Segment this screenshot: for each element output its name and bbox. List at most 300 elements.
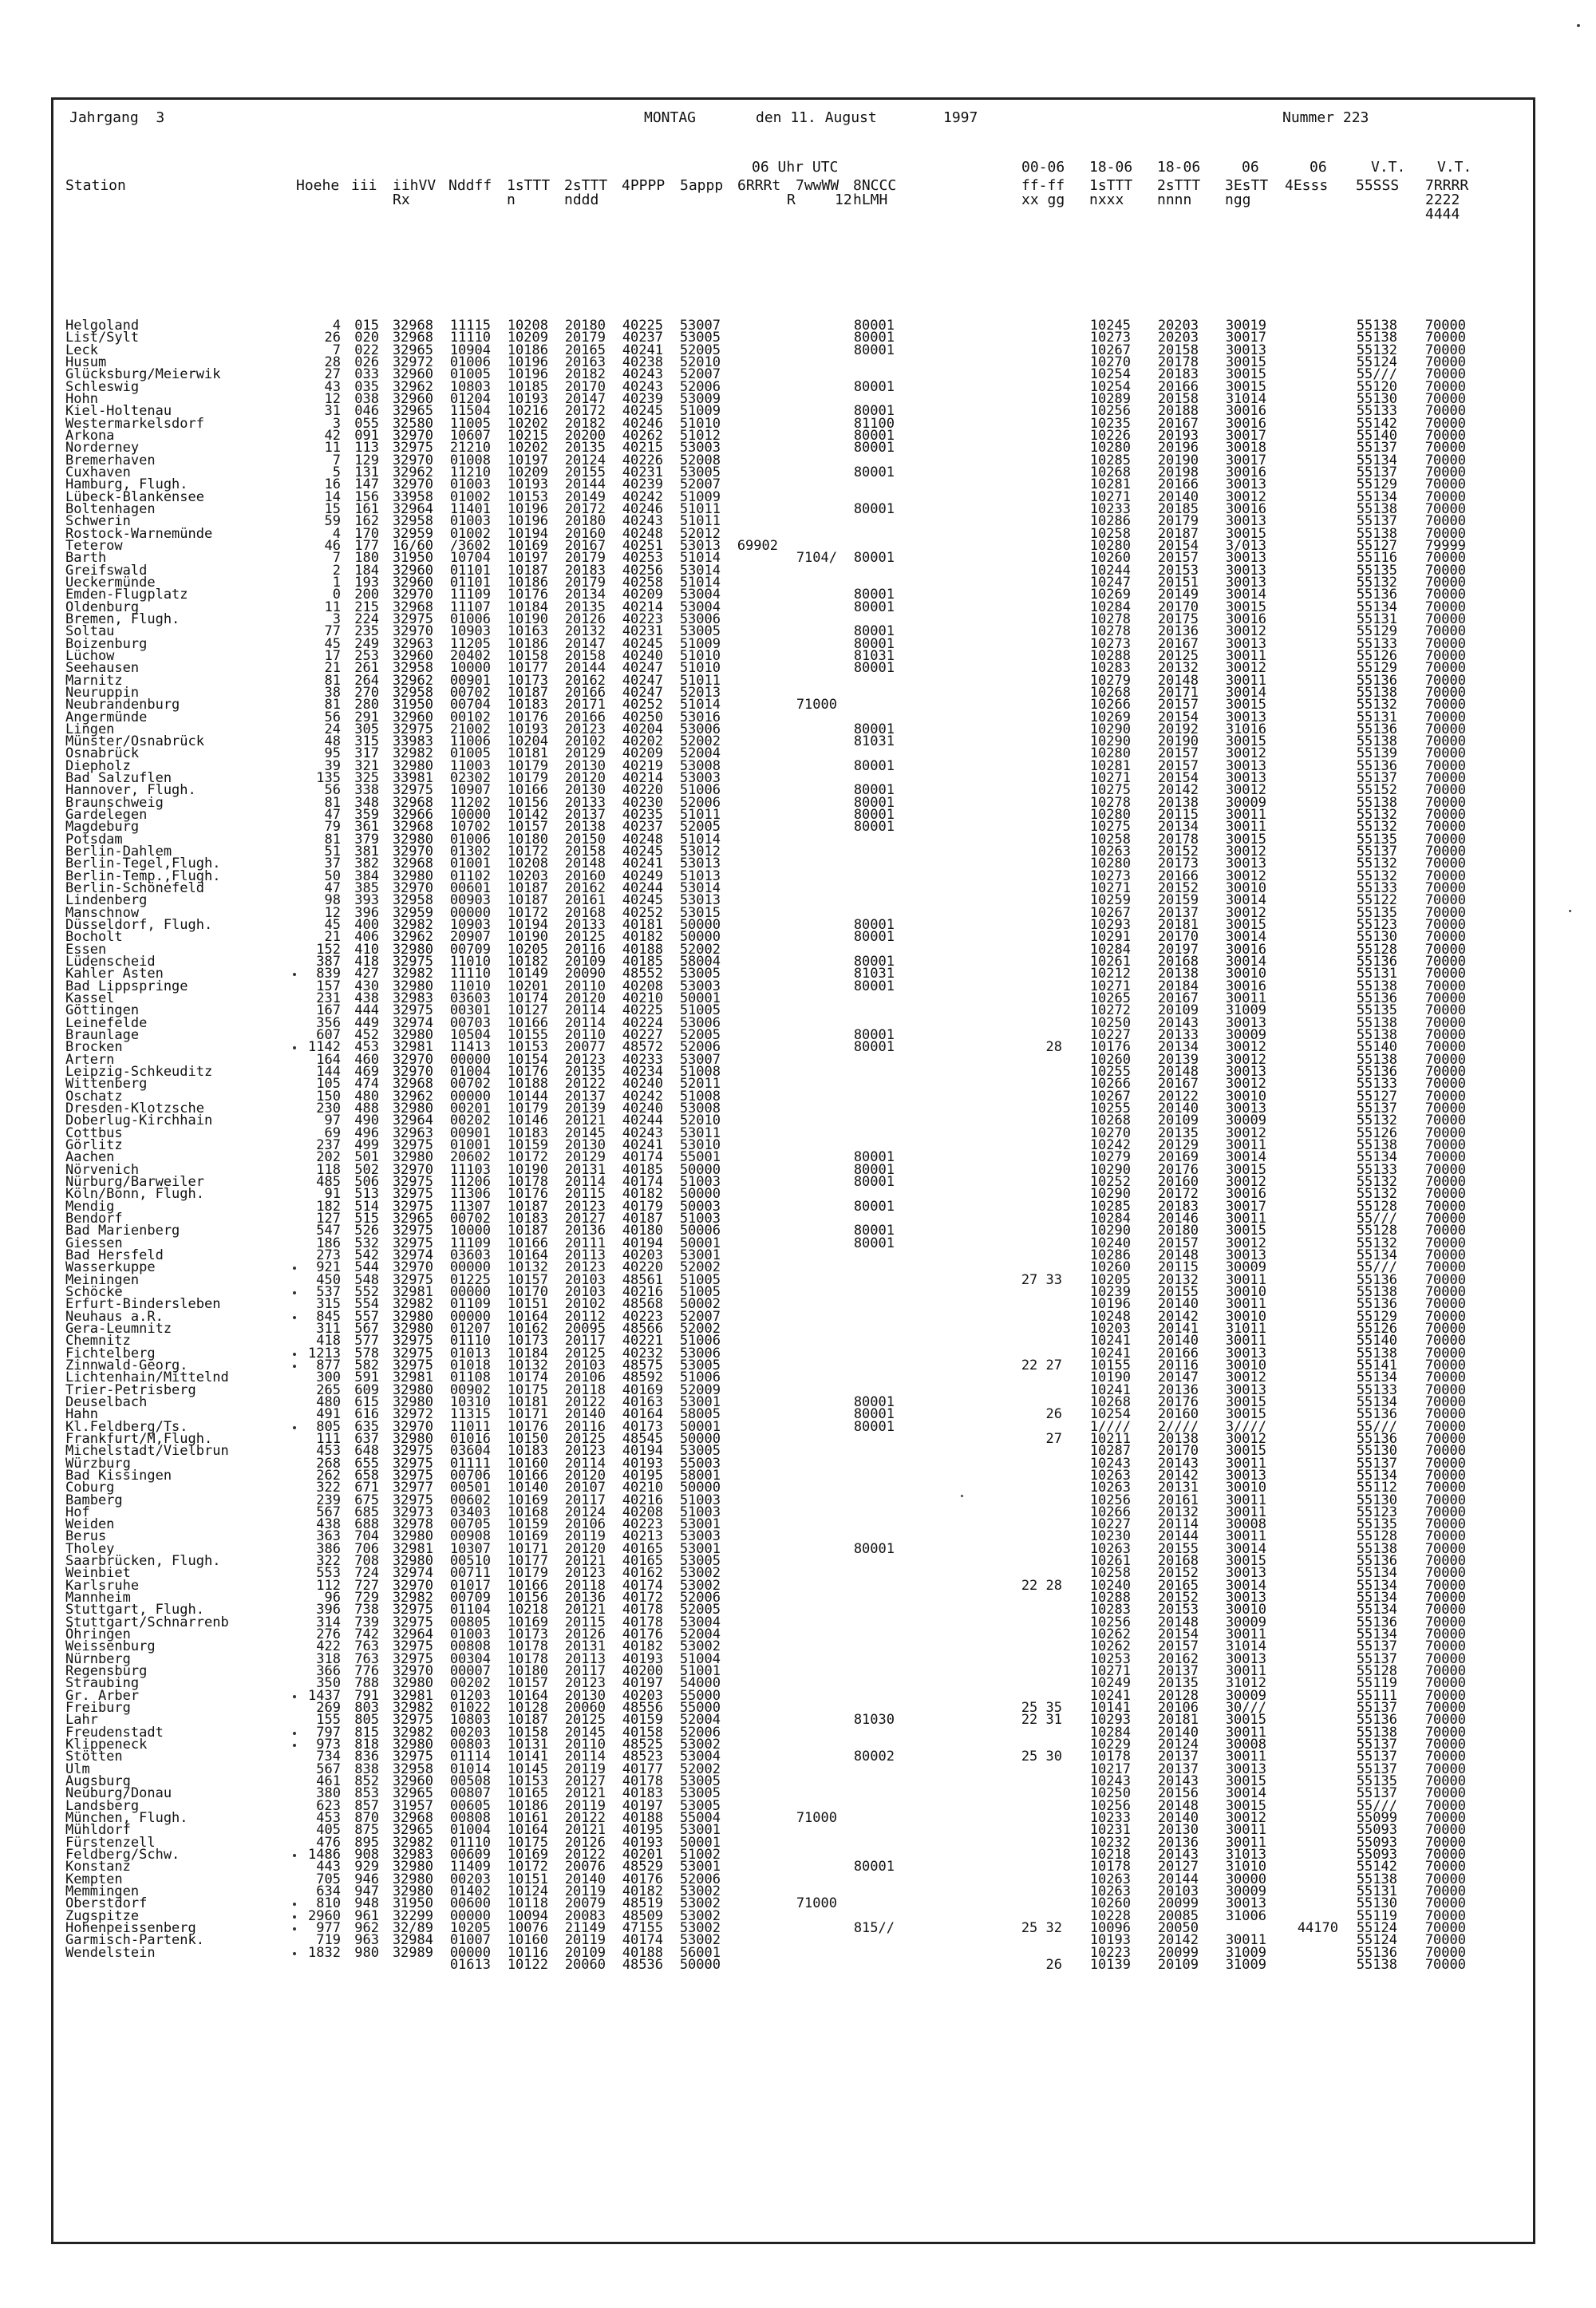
cell-2sttt: 20123 — [565, 1678, 606, 1690]
cell-nddff: 01006 — [450, 614, 491, 626]
cell-1sttt: 10168 — [508, 1507, 548, 1519]
cell-1sttt: 10164 — [508, 1250, 548, 1262]
table-row — [53, 773, 1538, 784]
cell-iihvv: 32980 — [393, 1323, 433, 1335]
cell-max-temp: 10281 — [1090, 761, 1131, 773]
cell-4pppp: 40214 — [622, 602, 663, 614]
cell-7rrrr: 70000 — [1425, 1115, 1466, 1127]
cell-hoehe: 42 — [325, 430, 341, 442]
table-row — [53, 540, 1538, 552]
cell-3estt: 30012 — [1226, 662, 1266, 674]
cell-4pppp: 40252 — [622, 699, 663, 711]
cell-1sttt: 10174 — [508, 993, 548, 1005]
cell-5appp: 51013 — [680, 871, 721, 883]
cell-iii: 980 — [354, 1947, 379, 1959]
cell-min-temp: 20129 — [1158, 1140, 1199, 1152]
cell-5appp: 50003 — [680, 1201, 721, 1213]
cell-4pppp: 40182 — [622, 1886, 663, 1898]
cell-station: Bad Lippspringe — [65, 981, 188, 993]
cell-4pppp: 40215 — [622, 442, 663, 454]
cell-5appp: 51008 — [680, 1066, 721, 1078]
cell-3estt: 30009 — [1226, 1886, 1266, 1898]
cell-3estt: 30014 — [1226, 956, 1266, 968]
cell-7rrrr: 70000 — [1425, 638, 1466, 650]
cell-55sss: 55134 — [1357, 1592, 1397, 1604]
cell-2sttt: 20150 — [565, 834, 606, 846]
cell-4pppp: 40178 — [622, 1604, 663, 1616]
cell-iii: 554 — [354, 1298, 379, 1310]
cell-3estt: 30011 — [1226, 1495, 1266, 1507]
cell-station: Arkona — [65, 430, 114, 442]
cell-4pppp: 40162 — [622, 1567, 663, 1579]
cell-1sttt: 10180 — [508, 1666, 548, 1678]
cell-4pppp: 40163 — [622, 1397, 663, 1409]
cell-station: Lahr — [65, 1714, 98, 1726]
cell-2sttt: 20149 — [565, 492, 606, 504]
cell-3estt: 30015 — [1226, 1714, 1266, 1726]
cell-hoehe: 79 — [325, 821, 341, 833]
mountain-station-marker — [293, 1426, 296, 1429]
cell-3estt: 30013 — [1226, 1385, 1266, 1397]
cell-8nccc: 80001 — [854, 821, 895, 833]
cell-2sttt: 20166 — [565, 687, 606, 699]
cell-ff: 26 — [1046, 1409, 1062, 1421]
cell-4pppp: 40225 — [622, 1005, 663, 1017]
cell-nddff: 11413 — [450, 1041, 491, 1053]
cell-5appp: 53002 — [680, 1739, 721, 1751]
cell-3estt: 30013 — [1226, 552, 1266, 564]
cell-7rrrr: 70000 — [1425, 1629, 1466, 1641]
cell-station: Brocken — [65, 1041, 123, 1053]
cell-hoehe: 1 — [333, 577, 341, 589]
cell-nddff: 00908 — [450, 1531, 491, 1543]
cell-55sss: 55128 — [1357, 944, 1397, 956]
cell-iihvv: 32958 — [393, 516, 433, 528]
cell-5appp: 52007 — [680, 1311, 721, 1323]
cell-max-temp: 10263 — [1090, 1470, 1131, 1482]
cell-55sss: 55134 — [1357, 1152, 1397, 1164]
cell-5appp: 51014 — [680, 577, 721, 589]
cell-55sss: 55138 — [1357, 1140, 1397, 1152]
table-row — [53, 528, 1538, 540]
cell-7rrrr: 70000 — [1425, 1250, 1466, 1262]
cell-4pppp: 40233 — [622, 1054, 663, 1066]
cell-station: Bad Marienberg — [65, 1225, 180, 1237]
cell-1sttt: 10196 — [508, 369, 548, 381]
cell-55sss: 55140 — [1357, 1041, 1397, 1053]
cell-hoehe: 230 — [316, 1103, 341, 1115]
cell-max-temp: 10260 — [1090, 1898, 1131, 1910]
cell-8nccc: 80001 — [854, 724, 895, 736]
cell-55sss: 55122 — [1357, 895, 1397, 907]
table-row — [53, 736, 1538, 748]
cell-2sttt: 20115 — [565, 1188, 606, 1200]
col-7rrrr: 7RRRR — [1425, 178, 1468, 194]
cell-2sttt: 20147 — [565, 638, 606, 650]
cell-iii: 776 — [354, 1666, 379, 1678]
cell-3estt: 30012 — [1226, 1433, 1266, 1445]
table-row — [53, 1238, 1538, 1250]
cell-nddff: 10903 — [450, 626, 491, 638]
cell-hoehe: 567 — [316, 1507, 341, 1519]
cell-3estt: 30017 — [1226, 455, 1266, 467]
cell-1sttt: 10187 — [508, 895, 548, 907]
cell-55sss: 55133 — [1357, 1078, 1397, 1090]
col-ff: ff-ff — [1021, 178, 1065, 194]
cell-3estt: 30015 — [1226, 381, 1266, 393]
cell-max-temp: 10205 — [1090, 1275, 1131, 1286]
cell-station: Coburg — [65, 1482, 114, 1494]
cell-max-temp: 10235 — [1090, 418, 1131, 430]
cell-nddff: 11206 — [450, 1176, 491, 1188]
cell-5appp: 53015 — [680, 907, 721, 919]
cell-2sttt: 20110 — [565, 1739, 606, 1751]
cell-max-temp: 10255 — [1090, 1103, 1131, 1115]
cell-1sttt: 10173 — [508, 1629, 548, 1641]
cell-station: Bremerhaven — [65, 455, 156, 467]
col-iihvv: iihVV — [393, 178, 436, 194]
cell-5appp: 51005 — [680, 1005, 721, 1017]
table-row — [53, 1702, 1538, 1714]
cell-iii: 963 — [354, 1935, 379, 1946]
cell-nddff: 00805 — [450, 1617, 491, 1629]
cell-nddff: 00000 — [450, 907, 491, 919]
cell-iii: 453 — [354, 1041, 379, 1053]
cell-8nccc: 80001 — [854, 589, 895, 601]
cell-55sss: 55130 — [1357, 931, 1397, 943]
cell-2sttt: 20140 — [565, 1409, 606, 1421]
cell-55sss: 55119 — [1357, 1678, 1397, 1690]
cell-5appp: 53002 — [680, 1641, 721, 1653]
cell-iii: 474 — [354, 1078, 379, 1090]
cell-2sttt: 20102 — [565, 736, 606, 748]
cell-hoehe: 269 — [316, 1702, 341, 1714]
cell-3estt: 30011 — [1226, 1140, 1266, 1152]
cell-5appp: 50001 — [680, 1238, 721, 1250]
cell-min-temp: 20137 — [1158, 1751, 1199, 1763]
cell-2sttt: 20129 — [565, 1152, 606, 1164]
cell-min-temp: 20136 — [1158, 1837, 1199, 1849]
table-row — [53, 1458, 1538, 1470]
cell-2sttt: 20109 — [565, 956, 606, 968]
cell-7rrrr: 70000 — [1425, 1886, 1466, 1898]
cell-2sttt: 20137 — [565, 1091, 606, 1103]
cell-4pppp: 40178 — [622, 1776, 663, 1788]
cell-7rrrr: 70000 — [1425, 919, 1466, 931]
cell-2sttt: 20121 — [565, 1555, 606, 1567]
table-row — [53, 662, 1538, 674]
cell-2sttt: 20122 — [565, 1849, 606, 1861]
cell-hoehe: 21 — [325, 931, 341, 943]
cell-nddff: 01613 — [450, 1959, 491, 1971]
cell-2sttt: 20116 — [565, 944, 606, 956]
cell-55sss: 55136 — [1357, 1409, 1397, 1421]
cell-3estt: 30015 — [1226, 357, 1266, 369]
cell-station: Würzburg — [65, 1458, 131, 1470]
col-max-temp: 1sTTT — [1089, 178, 1132, 194]
cell-7rrrr: 70000 — [1425, 1935, 1466, 1946]
cell-min-temp: 20147 — [1158, 1372, 1199, 1384]
cell-4pppp: 40178 — [622, 1617, 663, 1629]
cell-station: Mendig — [65, 1201, 114, 1213]
table-row — [53, 1482, 1538, 1494]
cell-iihvv: 33983 — [393, 736, 433, 748]
cell-nddff: 11307 — [450, 1201, 491, 1213]
cell-max-temp: 10227 — [1090, 1030, 1131, 1041]
cell-8nccc: 80001 — [854, 602, 895, 614]
cell-1sttt: 10161 — [508, 1812, 548, 1824]
cell-5appp: 51002 — [680, 1849, 721, 1861]
cell-min-temp: 20148 — [1158, 1250, 1199, 1262]
cell-2sttt: 20119 — [565, 1935, 606, 1946]
cell-station: Leipzig-Schkeuditz — [65, 1066, 212, 1078]
cell-4pppp: 40208 — [622, 981, 663, 993]
cell-1sttt: 10175 — [508, 1837, 548, 1849]
cell-iihvv: 32975 — [393, 1458, 433, 1470]
cell-iii: 552 — [354, 1286, 379, 1298]
cell-3estt: 30011 — [1226, 1935, 1266, 1946]
table-row — [53, 332, 1538, 344]
cell-max-temp: 10263 — [1090, 1874, 1131, 1886]
cell-5appp: 53003 — [680, 773, 721, 784]
cell-min-temp: 20159 — [1158, 895, 1199, 907]
cell-55sss: 55138 — [1357, 1543, 1397, 1555]
cell-3estt: 30011 — [1226, 1458, 1266, 1470]
cell-1sttt: 10186 — [508, 1800, 548, 1812]
cell-nddff: 10903 — [450, 919, 491, 931]
cell-station: Weinbiet — [65, 1567, 131, 1579]
cell-max-temp: 10293 — [1090, 1714, 1131, 1726]
cell-1sttt: 10172 — [508, 907, 548, 919]
cell-1sttt: 10185 — [508, 381, 548, 393]
cell-iihvv: 32975 — [393, 1604, 433, 1616]
cell-4pppp: 40247 — [622, 675, 663, 687]
cell-1sttt: 10166 — [508, 1018, 548, 1030]
cell-1sttt: 10196 — [508, 516, 548, 528]
cell-5appp: 52002 — [680, 736, 721, 748]
cell-iihvv: 32962 — [393, 675, 433, 687]
cell-2sttt: 20114 — [565, 1176, 606, 1188]
cell-max-temp: 10248 — [1090, 1311, 1131, 1323]
cell-4pppp: 40185 — [622, 956, 663, 968]
cell-min-temp: 20148 — [1158, 1066, 1199, 1078]
cell-iii: 815 — [354, 1727, 379, 1739]
cell-3estt: 30011 — [1226, 1275, 1266, 1286]
cell-iihvv: 32/89 — [393, 1923, 433, 1935]
col-6rrrt-sub: R — [787, 192, 796, 208]
cell-55sss: 55135 — [1357, 1776, 1397, 1788]
cell-5appp: 53001 — [680, 1519, 721, 1531]
cell-hoehe: 1213 — [308, 1348, 341, 1360]
cell-55sss: 55130 — [1357, 393, 1397, 405]
cell-4pppp: 40159 — [622, 1714, 663, 1726]
cell-7rrrr: 70000 — [1425, 931, 1466, 943]
cell-min-temp: 20154 — [1158, 1629, 1199, 1641]
cell-iihvv: 32983 — [393, 1849, 433, 1861]
cell-min-temp: 20148 — [1158, 675, 1199, 687]
cell-1sttt: 10190 — [508, 931, 548, 943]
cell-iii: 480 — [354, 1091, 379, 1103]
mountain-station-marker — [293, 1353, 296, 1356]
cell-1sttt: 10146 — [508, 1115, 548, 1127]
cell-min-temp: 20166 — [1158, 479, 1199, 491]
cell-55sss: 55138 — [1357, 1348, 1397, 1360]
cell-nddff: 10607 — [450, 430, 491, 442]
table-row — [53, 1567, 1538, 1579]
cell-iihvv: 32980 — [393, 981, 433, 993]
cell-iihvv: 32964 — [393, 504, 433, 516]
cell-4pppp: 40219 — [622, 761, 663, 773]
cell-5appp: 51005 — [680, 1275, 721, 1286]
cell-station: Wittenberg — [65, 1078, 147, 1090]
table-row — [53, 895, 1538, 907]
cell-iii: 499 — [354, 1140, 379, 1152]
table-row — [53, 1103, 1538, 1115]
cell-2sttt: 20125 — [565, 1714, 606, 1726]
cell-station: Fichtelberg — [65, 1348, 156, 1360]
cell-min-temp: 20188 — [1158, 405, 1199, 417]
cell-min-temp: 20131 — [1158, 1482, 1199, 1494]
cell-max-temp: 10271 — [1090, 981, 1131, 993]
cell-max-temp: 10244 — [1090, 565, 1131, 577]
cell-max-temp: 10252 — [1090, 1176, 1131, 1188]
cell-4pppp: 40244 — [622, 883, 663, 895]
cell-hoehe: 167 — [316, 1005, 341, 1017]
cell-3estt: 30011 — [1226, 821, 1266, 833]
cell-max-temp: 10254 — [1090, 369, 1131, 381]
cell-iii: 708 — [354, 1555, 379, 1567]
cell-1sttt: 10162 — [508, 1323, 548, 1335]
cell-1sttt: 10183 — [508, 1128, 548, 1140]
cell-3estt: 30012 — [1226, 1054, 1266, 1066]
cell-55sss: 55124 — [1357, 1923, 1397, 1935]
cell-55sss: 55152 — [1357, 784, 1397, 796]
table-row — [53, 1066, 1538, 1078]
cell-min-temp: 20158 — [1158, 345, 1199, 357]
cell-5appp: 52008 — [680, 455, 721, 467]
cell-55sss: 55126 — [1357, 1323, 1397, 1335]
cell-3estt: 30016 — [1226, 1188, 1266, 1200]
table-row — [53, 1275, 1538, 1286]
cell-nddff: 01003 — [450, 479, 491, 491]
cell-iihvv: 32975 — [393, 1225, 433, 1237]
cell-7rrrr: 70000 — [1425, 479, 1466, 491]
cell-1sttt: 10177 — [508, 1555, 548, 1567]
cell-4pppp: 48525 — [622, 1739, 663, 1751]
cell-iihvv: 32980 — [393, 1030, 433, 1041]
cell-min-temp: 20167 — [1158, 1078, 1199, 1090]
cell-hoehe: 111 — [316, 1433, 341, 1445]
cell-station: Helgoland — [65, 320, 139, 332]
mountain-station-marker — [293, 1046, 296, 1049]
cell-hoehe: 14 — [325, 492, 341, 504]
cell-iihvv: 32975 — [393, 784, 433, 796]
table-row — [53, 1886, 1538, 1898]
cell-2sttt: 20107 — [565, 1482, 606, 1494]
cell-8nccc: 80001 — [854, 1201, 895, 1213]
table-row — [53, 1555, 1538, 1567]
cell-4pppp: 40193 — [622, 1458, 663, 1470]
cell-iii: 875 — [354, 1824, 379, 1836]
cell-hoehe: 48 — [325, 736, 341, 748]
table-row — [53, 1690, 1538, 1702]
cell-max-temp: 10271 — [1090, 492, 1131, 504]
cell-nddff: 00605 — [450, 1800, 491, 1812]
cell-5appp: 53002 — [680, 1935, 721, 1946]
cell-3estt: 31011 — [1226, 1323, 1266, 1335]
cell-iii: 853 — [354, 1788, 379, 1800]
table-row — [53, 1213, 1538, 1225]
cell-1sttt: 10209 — [508, 467, 548, 479]
cell-4pppp: 40245 — [622, 405, 663, 417]
cell-iii: 270 — [354, 687, 379, 699]
cell-station: Bad Kissingen — [65, 1470, 172, 1482]
cell-4pppp: 40174 — [622, 1152, 663, 1164]
cell-2sttt: 20121 — [565, 1788, 606, 1800]
cell-iihvv: 32975 — [393, 1188, 433, 1200]
cell-max-temp: 10286 — [1090, 1250, 1131, 1262]
cell-max-temp: 10245 — [1090, 320, 1131, 332]
cell-min-temp: 20122 — [1158, 1091, 1199, 1103]
cell-5appp: 53002 — [680, 1898, 721, 1910]
cell-hoehe: 37 — [325, 858, 341, 870]
table-row — [53, 1348, 1538, 1360]
cell-nddff: 01006 — [450, 357, 491, 369]
cell-3estt: 30013 — [1226, 1103, 1266, 1115]
cell-min-temp: 20140 — [1158, 1335, 1199, 1347]
cell-ff: 27 — [1046, 1433, 1062, 1445]
cell-min-temp: 20166 — [1158, 871, 1199, 883]
cell-3estt: 30009 — [1226, 1262, 1266, 1274]
cell-1sttt: 10218 — [508, 1604, 548, 1616]
cell-1sttt: 10178 — [508, 1654, 548, 1666]
cell-iii: 444 — [354, 1005, 379, 1017]
cell-5appp: 53005 — [680, 1445, 721, 1457]
cell-min-temp: 20157 — [1158, 699, 1199, 711]
cell-2sttt: 20166 — [565, 712, 606, 724]
cell-nddff: 10704 — [450, 552, 491, 564]
cell-1sttt: 10197 — [508, 455, 548, 467]
cell-nddff: 00007 — [450, 1666, 491, 1678]
cell-55sss: 55136 — [1357, 589, 1397, 601]
table-row — [53, 1262, 1538, 1274]
cell-1sttt: 10174 — [508, 1372, 548, 1384]
cell-8nccc: 80001 — [854, 552, 895, 564]
cell-8nccc: 81031 — [854, 736, 895, 748]
cell-8nccc: 80001 — [854, 919, 895, 931]
cell-nddff: 03603 — [450, 1250, 491, 1262]
cell-iihvv: 32968 — [393, 821, 433, 833]
cell-nddff: 01402 — [450, 1886, 491, 1898]
cell-2sttt: 20172 — [565, 405, 606, 417]
cell-max-temp: 10256 — [1090, 1495, 1131, 1507]
cell-iihvv: 32968 — [393, 602, 433, 614]
cell-station: Leinefelde — [65, 1018, 147, 1030]
cell-7rrrr: 70000 — [1425, 699, 1466, 711]
cell-hoehe: 7 — [333, 552, 341, 564]
cell-2sttt: 20119 — [565, 1886, 606, 1898]
cell-iii: 501 — [354, 1152, 379, 1164]
cell-7rrrr: 70000 — [1425, 1666, 1466, 1678]
table-row — [53, 1519, 1538, 1531]
cell-1sttt: 10194 — [508, 919, 548, 931]
cell-station: Göttingen — [65, 1005, 139, 1017]
cell-2sttt: 20162 — [565, 675, 606, 687]
cell-iihvv: 32962 — [393, 931, 433, 943]
cell-2sttt: 20160 — [565, 528, 606, 540]
cell-station: Freiburg — [65, 1702, 131, 1714]
cell-3estt: 30010 — [1226, 1311, 1266, 1323]
